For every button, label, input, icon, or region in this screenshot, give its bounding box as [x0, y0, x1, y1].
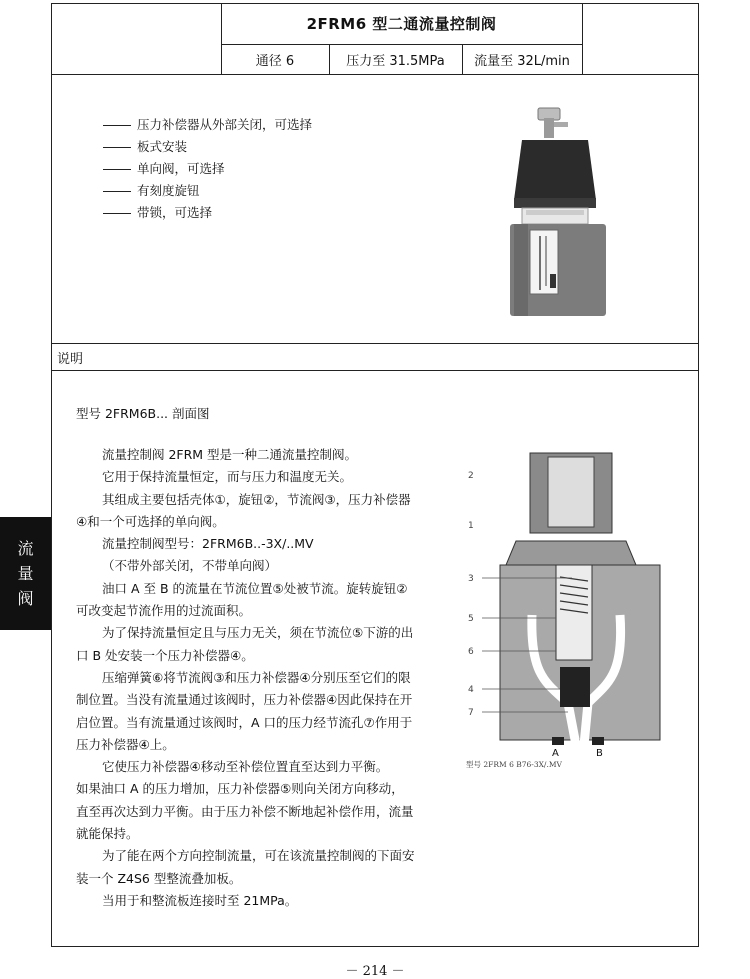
- paragraph: 油口 A 至 B 的流量在节流位置⑤处被节流。旋转旋钮②可改变起节流作用的过流面积。: [76, 580, 408, 619]
- paragraph: 当用于和整流板连接时至 21MPa。: [102, 892, 298, 908]
- paragraph: 它用于保持流量恒定，而与压力和温度无关。: [102, 469, 353, 485]
- paragraph: 流量控制阀型号：2FRM6B..-3X/..MV: [102, 536, 314, 552]
- spec-flow: 流量至 32L/min: [474, 53, 570, 69]
- callout-label: 1: [468, 521, 474, 531]
- paragraph: 为了保持流量恒定且与压力无关，须在节流位⑤下游的出口 B 处安装一个压力补偿器④。: [76, 625, 414, 663]
- side-tab-char: 量: [17, 564, 34, 583]
- dash-icon: [103, 213, 131, 214]
- dash-icon: [103, 147, 131, 148]
- dash-icon: [103, 191, 131, 192]
- callout-label: 5: [468, 614, 474, 624]
- page-title: 2FRM6 型二通流量控制阀: [306, 15, 497, 33]
- diagram-caption: 型号 2FRM 6 B76-3X/.MV: [466, 760, 562, 769]
- paragraph: 流量控制阀 2FRM 型是一种二通流量控制阀。: [102, 447, 358, 462]
- feature-item: 板式安装: [103, 136, 312, 158]
- feature-item: 压力补偿器从外部关闭，可选择: [103, 114, 312, 136]
- feature-item: 有刻度旋钮: [103, 180, 312, 202]
- side-tab-char: 流: [17, 539, 34, 558]
- dash-icon: [103, 125, 131, 126]
- port-label-b: B: [596, 748, 603, 759]
- side-tab: [0, 517, 51, 630]
- feature-item: 单向阀，可选择: [103, 158, 312, 180]
- header-divider-right: [582, 3, 583, 74]
- spec-pressure: 压力至 31.5MPa: [346, 53, 445, 69]
- cross-section-diagram: [460, 445, 680, 775]
- callout-label: 2: [468, 471, 474, 481]
- paragraph: 它使压力补偿器④移动至补偿位置直至达到力平衡。: [102, 759, 389, 775]
- paragraph: 压缩弹簧⑥将节流阀③和压力补偿器④分别压至它们的限制位置。当没有流量通过该阀时，压力补偿器④因此保持在开启位置。当有流量通过该阀时，A 口的压力经节流孔⑦作用于压力补偿器④上。: [76, 669, 413, 752]
- callout-label: 7: [468, 708, 474, 718]
- paragraph: 为了能在两个方向控制流量，可在该流量控制阀的下面安装一个 Z4S6 型整流叠加板。: [76, 848, 415, 886]
- spec-size: 通径 6: [255, 53, 295, 69]
- feature-item: 带锁，可选择: [103, 202, 312, 224]
- dash-icon: [103, 169, 131, 170]
- feature-list: [103, 114, 312, 224]
- side-tab-char: 阀: [17, 589, 34, 608]
- header-bottom-rule: [51, 74, 699, 75]
- section-subheading: 型号 2FRM6B... 剖面图: [76, 406, 210, 421]
- description-text: [76, 444, 416, 912]
- port-label-a: A: [552, 748, 559, 759]
- section-label: 说明: [57, 352, 84, 367]
- paragraph: 如果油口 A 的压力增加，压力补偿器⑤则向关闭方向移动，直至再次达到力平衡。由于压力补偿不断地起补偿作用，流量就能保持。: [76, 781, 414, 842]
- callout-label: 3: [468, 574, 474, 584]
- page-number: － 214 －: [345, 964, 405, 979]
- section-bottom-rule: [51, 370, 699, 371]
- callout-label: 4: [468, 685, 474, 695]
- callout-label: 6: [468, 647, 474, 657]
- section-top-rule: [51, 343, 699, 344]
- paragraph: （不带外部关闭，不带单向阀）: [102, 558, 278, 574]
- paragraph: 其组成主要包括壳体①，旋钮②，节流阀③，压力补偿器④和一个可选择的单向阀。: [76, 491, 411, 529]
- valve-photo: [500, 100, 620, 330]
